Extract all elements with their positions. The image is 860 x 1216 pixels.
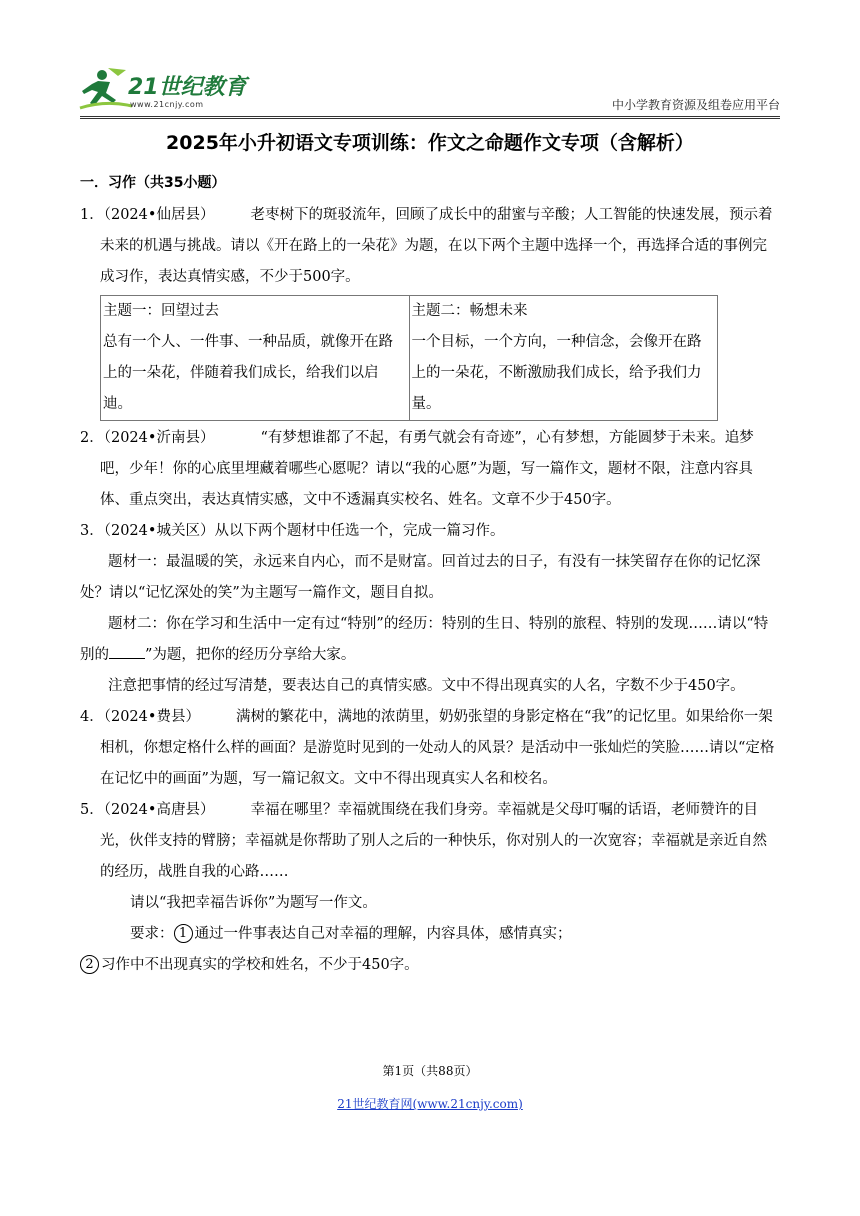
topic-body: 一个目标，一个方向，一种信念，会像开在路上的一朵花，不断激励我们成长，给予我们力量。 [411, 334, 702, 412]
question-3 [80, 516, 780, 547]
question-source: （2024•高唐县） [103, 802, 215, 818]
document-title: 2025年小升初语文专项训练：作文之命题作文专项（含解析） [166, 132, 694, 154]
question-source: （2024•沂南县） [103, 430, 215, 446]
question-text: 满树的繁花中，满地的浓荫里，奶奶张望的身影定格在“我”的记忆里。如果给你一架相机，你想定格什么样的画面？是游览时见到的一处动人的风景？是活动中一张灿烂的笑脸……请以“定格在记忆中的画面”为题，写一篇记叙文。文中不得出现真实人名和校名。 [100, 709, 775, 787]
question-list [80, 200, 780, 981]
site-logo[interactable] [78, 66, 258, 116]
paragraph: 注意把事情的经过写清楚，要表达自己的真情实感。文中不得出现真实的人名，字数不少于450字。 [108, 678, 745, 694]
page-number: 第1页（共88页） [382, 1064, 478, 1078]
page-header [0, 0, 860, 120]
question-5 [80, 795, 780, 888]
topic-body: 总有一个人、一件事、一种品质，就像开在路上的一朵花，伴随着我们成长，给我们以启迪。 [103, 334, 393, 412]
requirement-text: 习作中不出现真实的学校和姓名，不少于450字。 [101, 957, 419, 973]
circled-number-2: 2 [80, 955, 99, 974]
question-text: 幸福在哪里？幸福就围绕在我们身旁。幸福就是父母叮嘱的话语，老师赞许的目光，伙伴支持的臂膀；幸福就是你帮助了别人之后的一种快乐，你对别人的一次宽容；幸福就是亲近自然的经历，战胜自我的心路…… [100, 802, 767, 880]
logo-url: www.21cnjy.com [130, 100, 204, 109]
requirement-label: 要求： [130, 926, 174, 942]
fill-blank [109, 644, 145, 659]
paragraph: 题材一：最温暖的笑，永远来自内心，而不是财富。回首过去的日子，有没有一抹笑留存在你的记忆深处？请以“记忆深处的笑”为主题写一篇作文，题目自拟。 [80, 554, 761, 601]
question-text: “有梦想谁都了不起，有勇气就会有奇迹”，心有梦想，方能圆梦于未来。追梦吧，少年！你的心底里埋藏着哪些心愿呢？请以“我的心愿”为题，写一篇作文，题材不限，注意内容具体、重点突出，表达真情实感，文中不透漏真实校名、姓名。文章不少于450字。 [100, 430, 754, 508]
question-source: （2024•费县） [103, 709, 200, 725]
header-divider-secondary [80, 118, 780, 119]
question-text: 从以下两个题材中任选一个，完成一篇习作。 [214, 523, 505, 539]
topic-heading: 主题一：回望过去 [103, 303, 219, 319]
logo-text: 21世纪教育 [128, 75, 247, 100]
question-4 [80, 702, 780, 795]
paragraph-text: 题材二：你在学习和生活中一定有过“特别”的经历：特别的生日、特别的旅程、特别的发现……请以“特别的 [80, 616, 769, 663]
header-divider [80, 116, 780, 117]
topic-table [100, 295, 718, 421]
topic-heading: 主题二：畅想未来 [411, 303, 528, 319]
question-number: 2． [80, 430, 104, 446]
question-number: 4． [80, 709, 104, 725]
footer-link[interactable]: 21世纪教育网(www.21cnjy.com) [337, 1097, 523, 1111]
question-number: 3． [80, 523, 104, 539]
topic-cell-2 [409, 296, 718, 421]
question-2 [80, 423, 780, 516]
requirement-line [80, 919, 780, 950]
platform-label: 中小学教育资源及组卷应用平台 [611, 98, 780, 112]
section-heading: 一．习作（共35小题） [80, 175, 226, 191]
question-text: 老枣树下的斑驳流年，回顾了成长中的甜蜜与辛酸；人工智能的快速发展，预示着未来的机遇与挑战。请以《开在路上的一朵花》为题，在以下两个主题中选择一个，再选择合适的事例完成习作，表达真情实感，不少于500字。 [100, 207, 773, 285]
requirement-line [80, 950, 780, 981]
paragraph [80, 609, 780, 671]
question-number: 5． [80, 802, 104, 818]
question-source: （2024•城关区） [103, 523, 215, 539]
paragraph: 请以“我把幸福告诉你”为题写一作文。 [130, 895, 377, 911]
question-1 [80, 200, 780, 293]
question-source: （2024•仙居县） [103, 207, 215, 223]
question-number: 1． [80, 207, 104, 223]
paragraph-text: ”为题，把你的经历分享给大家。 [145, 647, 356, 663]
circled-number-1: 1 [174, 924, 193, 943]
requirement-text: 通过一件事表达自己对幸福的理解，内容具体，感情真实； [194, 926, 572, 942]
topic-cell-1 [101, 296, 410, 421]
